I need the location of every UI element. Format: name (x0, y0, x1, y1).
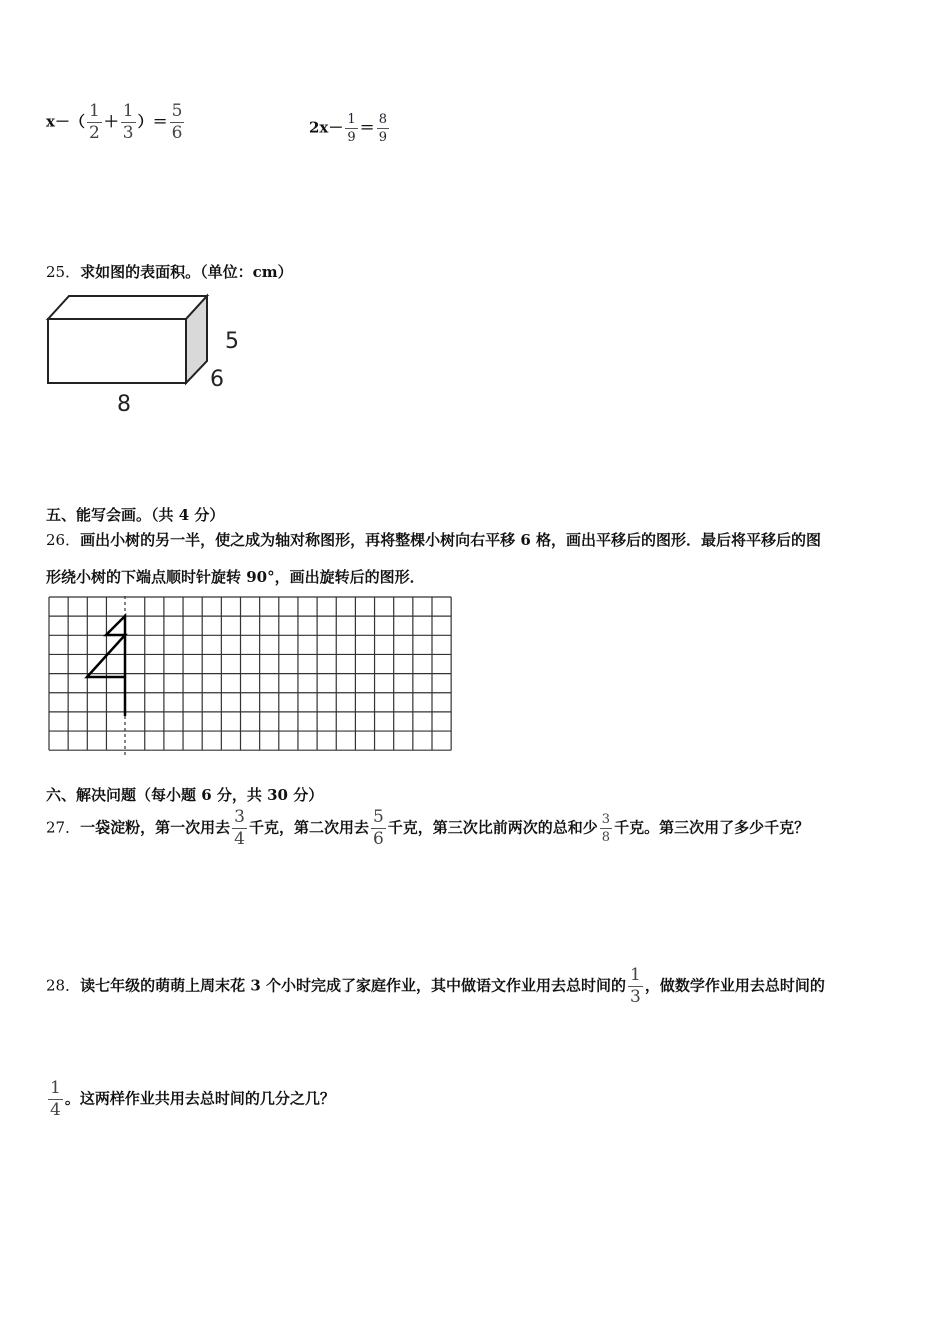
q27-text-2: 千克，第二次用去 (248, 818, 369, 837)
cuboid-height-label: 5 (225, 329, 239, 354)
eq1-plus: ＋ (103, 112, 119, 131)
grid-lines (49, 597, 451, 750)
cuboid-side-face (186, 296, 207, 383)
question-text: 求如图的表面积。（单位：cm） (80, 263, 293, 281)
q27-text-4: 千克。第三次用了多少千克？ (614, 818, 810, 837)
eq2-equals: ＝ (359, 118, 375, 137)
question-26-line-2: 形绕小树的下端点顺时针旋转 90°，画出旋转后的图形． (46, 568, 425, 586)
question-27 (46, 809, 809, 848)
cuboid-length-label: 8 (117, 392, 131, 417)
question-28-line-1 (46, 967, 825, 1006)
question-number: 25． (46, 263, 81, 281)
question-26-line-1 (46, 529, 821, 550)
q28-text-2: ，做数学作业用去总时间的 (644, 976, 825, 995)
q27-text-3: 千克，第三次比前两次的总和少 (387, 818, 598, 837)
section-6-title: 六、解决问题（每小题 6 分，共 30 分） (46, 786, 324, 804)
fraction-three-quarters: $\frac{3}{4}$ (234, 807, 245, 849)
q28-text-3: 。这两样作业共用去总时间的几分之几？ (64, 1089, 335, 1108)
q27-text-1: 一袋淀粉，第一次用去 (80, 818, 231, 837)
fraction-one-quarter: $\frac{1}{4}$ (50, 1078, 61, 1120)
eq1-lead: x－（ (46, 112, 85, 131)
question-number: 27． (46, 818, 81, 837)
fraction-one-third: $\frac{1}{3}$ (122, 101, 134, 143)
equation-2 (309, 113, 391, 144)
equation-1 (46, 103, 186, 142)
fraction-one-ninth: $\frac{1}{9}$ (347, 112, 356, 145)
question-28-line-2 (46, 1080, 335, 1119)
tree-grid (48, 596, 454, 760)
section-5-title: 五、能写会画。（共 4 分） (46, 506, 225, 524)
eq2-lead: 2x－ (309, 118, 344, 137)
question-number: 28． (46, 976, 81, 995)
question-number: 26． (46, 531, 81, 549)
fraction-one-half: $\frac{1}{2}$ (88, 101, 100, 143)
cuboid-front-face (48, 319, 186, 383)
fraction-one-third: $\frac{1}{3}$ (629, 965, 641, 1007)
cuboid-figure (40, 290, 260, 420)
eq1-close: ）＝ (137, 112, 168, 131)
fraction-three-eighths: $\frac{3}{8}$ (601, 812, 611, 845)
fraction-five-sixths: $\frac{5}{6}$ (171, 101, 183, 143)
question-text: 画出小树的另一半，使之成为轴对称图形，再将整棵小树向右平移 6 格，画出平移后的图形．最后将平移后的图 (80, 531, 821, 549)
q28-text-1: 读七年级的萌萌上周末花 3 个小时完成了家庭作业，其中做语文作业用去总时间的 (80, 976, 626, 995)
cuboid-top-face (48, 296, 207, 319)
fraction-five-sixths: $\frac{5}{6}$ (372, 807, 384, 849)
question-25 (46, 261, 293, 282)
cuboid-width-label: 6 (210, 367, 224, 392)
fraction-eight-ninths: $\frac{8}{9}$ (378, 112, 387, 145)
